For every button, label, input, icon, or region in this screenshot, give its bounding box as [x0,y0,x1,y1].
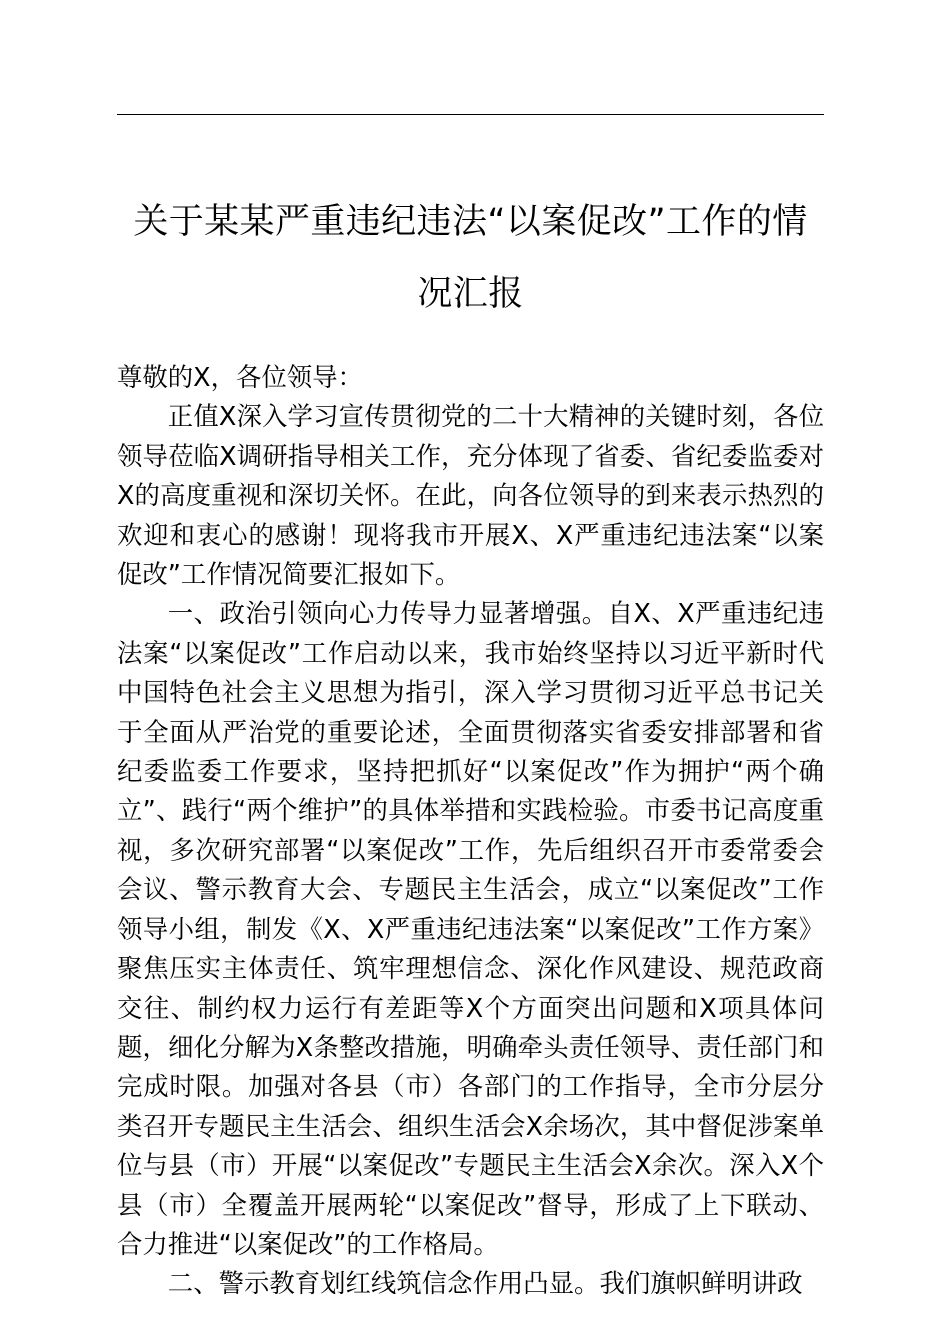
document-body [117,358,824,1304]
paragraph-intro: 正值X深入学习宣传贯彻党的二十大精神的关键时刻，各位领导莅临X调研指导相关工作，充分体现了省委、省纪委监委对X的高度重视和深切关怀。在此，向各位领导的到来表示热烈的欢迎和衷心的感谢！现将我市开展X、X严重违纪违法案“以案促改”工作情况简要汇报如下。 [117,401,824,590]
paragraph-section-1: 一、政治引领向心力传导力显著增强。自X、X严重违纪违法案“以案促改”工作启动以来，我市始终坚持以习近平新时代中国特色社会主义思想为指引，深入学习贯彻习近平总书记关于全面从严治党的重要论述，全面贯彻落实省委安排部署和省纪委监委工作要求，坚持把抓好“以案促改”作为拥护“两个确立”、践行“两个维护”的具体举措和实践检验。市委书记高度重视，多次研究部署“以案促改”工作，先后组织召开市委常委会会议、警示教育大会、专题民主生活会，成立“以案促改”工作领导小组，制发《X、X严重违纪违法案“以案促改”工作方案》聚焦压实主体责任、筑牢理想信念、深化作风建设、规范政商交往、制约权力运行有差距等X个方面突出问题和X项具体问题，细化分解为X条整改措施，明确牵头责任领导、责任部门和完成时限。加强对各县（市）各部门的工作指导，全市分层分类召开专题民主生活会、组织生活会X余场次，其中督促涉案单位与县（市）开展“以案促改”专题民主生活会X余次。深入X个县（市）全覆盖开展两轮“以案促改”督导，形成了上下联动、合力推进“以案促改”的工作格局。 [117,598,824,1259]
paragraph-section-2: 二、警示教育划红线筑信念作用凸显。我们旗帜鲜明讲政 [167,1268,803,1299]
header-rule [117,114,824,115]
document-title: 关于某某严重违纪违法“以案促改”工作的情况汇报 [133,202,808,314]
salutation: 尊敬的X，各位领导： [117,362,363,392]
